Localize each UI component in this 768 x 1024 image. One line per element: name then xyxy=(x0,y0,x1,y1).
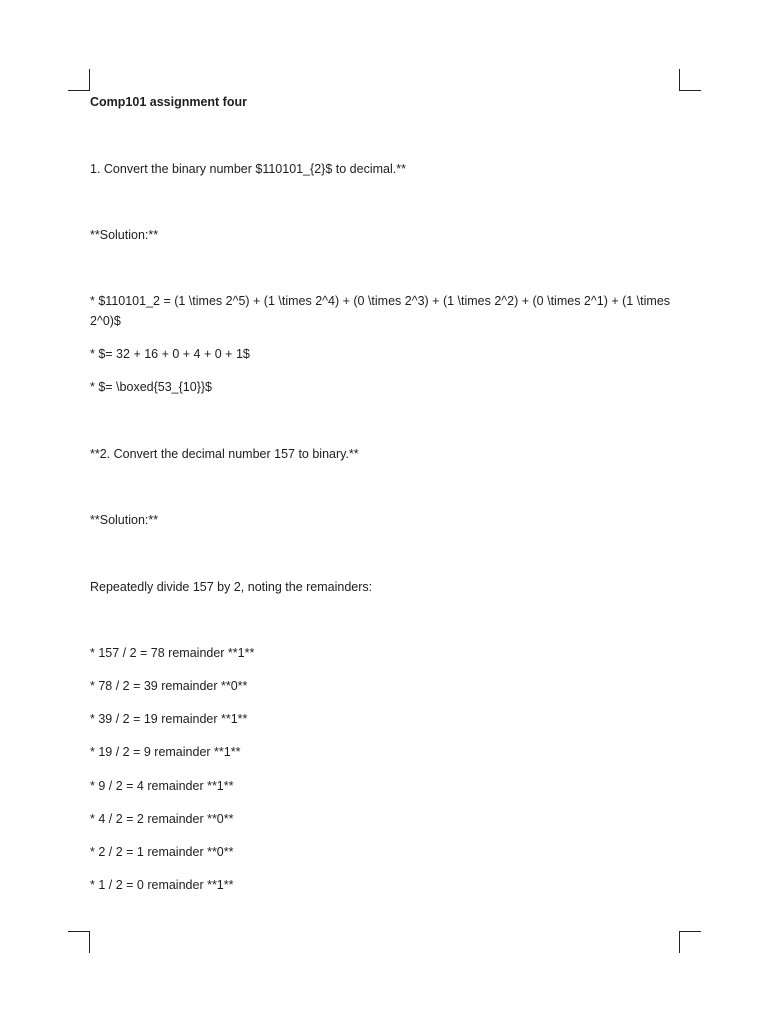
q2-step-5: * 9 / 2 = 4 remainder **1** xyxy=(90,779,234,793)
q2-question: **2. Convert the decimal number 157 to binary.** xyxy=(90,447,359,461)
q2-solution-label: **Solution:** xyxy=(90,513,159,527)
q2-step-7: * 2 / 2 = 1 remainder **0** xyxy=(90,845,234,859)
q1-step-2: * $= 32 + 16 + 0 + 4 + 0 + 1$ xyxy=(90,347,250,361)
q1-solution-label: **Solution:** xyxy=(90,228,159,242)
crop-mark-bottom-left xyxy=(68,931,90,953)
document-title: Comp101 assignment four xyxy=(90,95,247,109)
q2-step-4: * 19 / 2 = 9 remainder **1** xyxy=(90,745,241,759)
q1-question: 1. Convert the binary number $110101_{2}$ to decimal.** xyxy=(90,162,406,176)
q1-step-3: * $= \boxed{53_{10}}$ xyxy=(90,380,213,394)
q2-intro: Repeatedly divide 157 by 2, noting the remainders: xyxy=(90,580,373,594)
crop-mark-bottom-right xyxy=(679,931,701,953)
q2-step-1: * 157 / 2 = 78 remainder **1** xyxy=(90,646,255,660)
q2-step-8: * 1 / 2 = 0 remainder **1** xyxy=(90,878,234,892)
q2-step-2: * 78 / 2 = 39 remainder **0** xyxy=(90,679,248,693)
crop-mark-top-left xyxy=(68,69,90,91)
q2-step-6: * 4 / 2 = 2 remainder **0** xyxy=(90,812,234,826)
q2-step-3: * 39 / 2 = 19 remainder **1** xyxy=(90,712,248,726)
q1-step-1: * $110101_2 = (1 \times 2^5) + (1 \times 2^4) + (0 \times 2^3) + (1 \times 2^2) + (0 \times 2^1) + (1 \times 2^0)$ xyxy=(90,294,671,328)
crop-mark-top-right xyxy=(679,69,701,91)
